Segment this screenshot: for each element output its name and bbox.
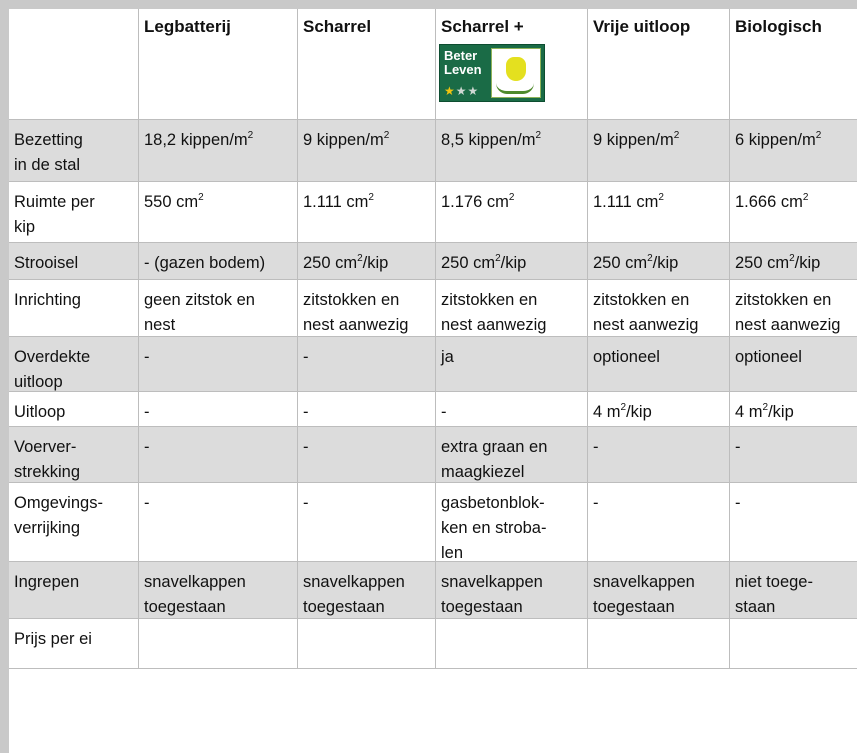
cell-line: nest aanwezig [593, 316, 699, 334]
table-cell [436, 562, 588, 619]
table-cell [730, 337, 857, 392]
table-cell [298, 243, 436, 280]
cell-line: 250 $cm^2$/kip [593, 252, 679, 272]
star-icon: ★ [444, 84, 456, 98]
cell-line: zitstokken en [593, 291, 690, 309]
cell-line: snavelkappen [303, 573, 405, 591]
cell-line: niet toege- [735, 573, 813, 591]
cell-line: - [144, 403, 150, 421]
cell-line: strekking [14, 463, 81, 481]
table-cell [730, 483, 857, 562]
table-cell [436, 243, 588, 280]
star-icon: ★ [467, 84, 480, 98]
cell-line: 6 kippen/$m^2$ [735, 129, 822, 149]
table-cell [730, 243, 857, 280]
cell-line: snavelkappen [593, 573, 695, 591]
cell-line: len [441, 544, 464, 562]
cell-line: Inrichting [14, 291, 81, 309]
table-cell [139, 182, 298, 243]
table-cell [139, 619, 298, 669]
hand-icon [491, 48, 541, 98]
cell-line: Overdekte [14, 348, 91, 366]
cell-line: - [593, 438, 599, 456]
table-cell [436, 120, 588, 182]
cell-line: toegestaan [441, 598, 523, 616]
cell-line: verrijking [14, 519, 81, 537]
table-cell [139, 337, 298, 392]
row-label-ingrepen [9, 562, 139, 619]
header-vrije-uitloop: Vrije uitloop [588, 9, 730, 120]
cell-line: 1.111 $cm^2$ [303, 191, 374, 211]
table-cell [588, 120, 730, 182]
table-cell [298, 120, 436, 182]
table-cell [139, 243, 298, 280]
row-label-voerver-strekking [9, 427, 139, 483]
swoosh-icon [496, 83, 534, 94]
cell-line: Voerver- [14, 438, 77, 456]
cell-line: toegestaan [303, 598, 385, 616]
table-cell [588, 392, 730, 427]
row-label-overdekte-uitloop [9, 337, 139, 392]
table-cell [730, 182, 857, 243]
cell-line: ken en stroba- [441, 519, 547, 537]
cell-line: 4 $m^2$/kip [735, 401, 794, 421]
table-cell [139, 120, 298, 182]
cell-line: - [441, 403, 447, 421]
table-cell [298, 392, 436, 427]
cell-line: - [735, 494, 741, 512]
cell-line: 9 kippen/$m^2$ [303, 129, 390, 149]
cell-line: extra graan en [441, 438, 548, 456]
cell-line: 8,5 kippen/$m^2$ [441, 129, 542, 149]
table-cell [139, 483, 298, 562]
cell-line: Uitloop [14, 403, 66, 421]
table-cell [588, 182, 730, 243]
row-label-bezetting-in-de-stal [9, 120, 139, 182]
table-cell [298, 427, 436, 483]
cell-line: geen zitstok en [144, 291, 255, 309]
row-label-prijs-per-ei [9, 619, 139, 669]
table-cell [588, 337, 730, 392]
cell-line: zitstokken en [735, 291, 832, 309]
table-cell [139, 562, 298, 619]
table-cell [436, 337, 588, 392]
table-cell [298, 483, 436, 562]
cell-line: 1.111 $cm^2$ [593, 191, 664, 211]
table-cell [588, 562, 730, 619]
logo-text-line2: Leven [444, 62, 482, 77]
header-biologisch: Biologisch [730, 9, 857, 120]
table-cell [436, 182, 588, 243]
cell-line: uitloop [14, 373, 63, 391]
header-scharrel: Scharrel [298, 9, 436, 120]
cell-line: 250 $cm^2$/kip [735, 252, 821, 272]
cell-line: 550 $cm^2$ [144, 191, 204, 211]
cell-line: zitstokken en [441, 291, 538, 309]
cell-line: zitstokken en [303, 291, 400, 309]
row-label-strooisel [9, 243, 139, 280]
table-cell [730, 619, 857, 669]
table-cell [588, 280, 730, 337]
logo-text-line1: Beter [444, 48, 478, 63]
cell-line: - [735, 438, 741, 456]
table-cell [730, 562, 857, 619]
cell-line: - [144, 494, 150, 512]
cell-line: optioneel [593, 348, 660, 366]
cell-line: nest aanwezig [735, 316, 841, 334]
table-cell [730, 392, 857, 427]
cell-line: 1.176 $cm^2$ [441, 191, 515, 211]
cell-line: staan [735, 598, 776, 616]
table-cell [139, 427, 298, 483]
cell-line: 9 kippen/$m^2$ [593, 129, 680, 149]
cell-line: - [144, 348, 150, 366]
table-cell [139, 392, 298, 427]
beter-leven-logo [439, 44, 545, 102]
table-cell [588, 619, 730, 669]
star-rating-icon [444, 85, 479, 97]
left-frame [0, 0, 9, 753]
cell-line: 1.666 $cm^2$ [735, 191, 809, 211]
table-cell [730, 120, 857, 182]
cell-line: in de stal [14, 156, 81, 174]
table-cell [436, 619, 588, 669]
cell-line: - [303, 348, 309, 366]
row-label-uitloop [9, 392, 139, 427]
cell-line: maagkiezel [441, 463, 525, 481]
cell-line: 4 $m^2$/kip [593, 401, 652, 421]
cell-line: snavelkappen [144, 573, 246, 591]
row-label-ruimte-per-kip [9, 182, 139, 243]
cell-line: - [144, 438, 150, 456]
cell-line: snavelkappen [441, 573, 543, 591]
cell-line: nest [144, 316, 176, 334]
cell-line: - [303, 494, 309, 512]
cell-line: kip [14, 218, 36, 236]
row-label-omgevings-verrijking [9, 483, 139, 562]
header-scharrel-plus: Scharrel + Beter Leven ★★★ [436, 9, 588, 120]
cell-line: - [303, 438, 309, 456]
cell-line: toegestaan [144, 598, 226, 616]
cell-line: Ruimte per [14, 193, 95, 211]
cell-line: nest aanwezig [303, 316, 409, 334]
header-legbatterij: Legbatterij [139, 9, 298, 120]
table-cell [298, 562, 436, 619]
cell-line: Prijs per ei [14, 630, 92, 648]
cell-line: 250 $cm^2$/kip [303, 252, 389, 272]
table-cell [298, 182, 436, 243]
cell-line: - [593, 494, 599, 512]
table-cell [298, 280, 436, 337]
cell-line: 250 $cm^2$/kip [441, 252, 527, 272]
cell-line: - [303, 403, 309, 421]
cell-line: Omgevings- [14, 494, 103, 512]
star-icon: ★ [455, 84, 468, 98]
top-frame [0, 0, 857, 9]
cell-line: gasbetonblok- [441, 494, 545, 512]
cell-line: Ingrepen [14, 573, 80, 591]
cell-line: toegestaan [593, 598, 675, 616]
table-cell [436, 280, 588, 337]
table-cell [139, 280, 298, 337]
comparison-table [9, 9, 857, 753]
hand-palm-icon [506, 57, 526, 81]
table-cell [730, 427, 857, 483]
cell-line: nest aanwezig [441, 316, 547, 334]
cell-line: Bezetting [14, 131, 83, 149]
table-cell [588, 243, 730, 280]
table-cell [298, 619, 436, 669]
table-cell [436, 427, 588, 483]
table-cell [436, 392, 588, 427]
header-corner [9, 9, 139, 120]
table-cell [730, 280, 857, 337]
cell-line: 18,2 kippen/$m^2$ [144, 129, 254, 149]
table-cell [298, 337, 436, 392]
table-cell [436, 483, 588, 562]
table-cell [588, 483, 730, 562]
cell-line: ja [441, 348, 454, 366]
row-label-inrichting [9, 280, 139, 337]
cell-line: - (gazen bodem) [144, 254, 266, 272]
table-cell [588, 427, 730, 483]
cell-line: Strooisel [14, 254, 79, 272]
cell-line: optioneel [735, 348, 802, 366]
